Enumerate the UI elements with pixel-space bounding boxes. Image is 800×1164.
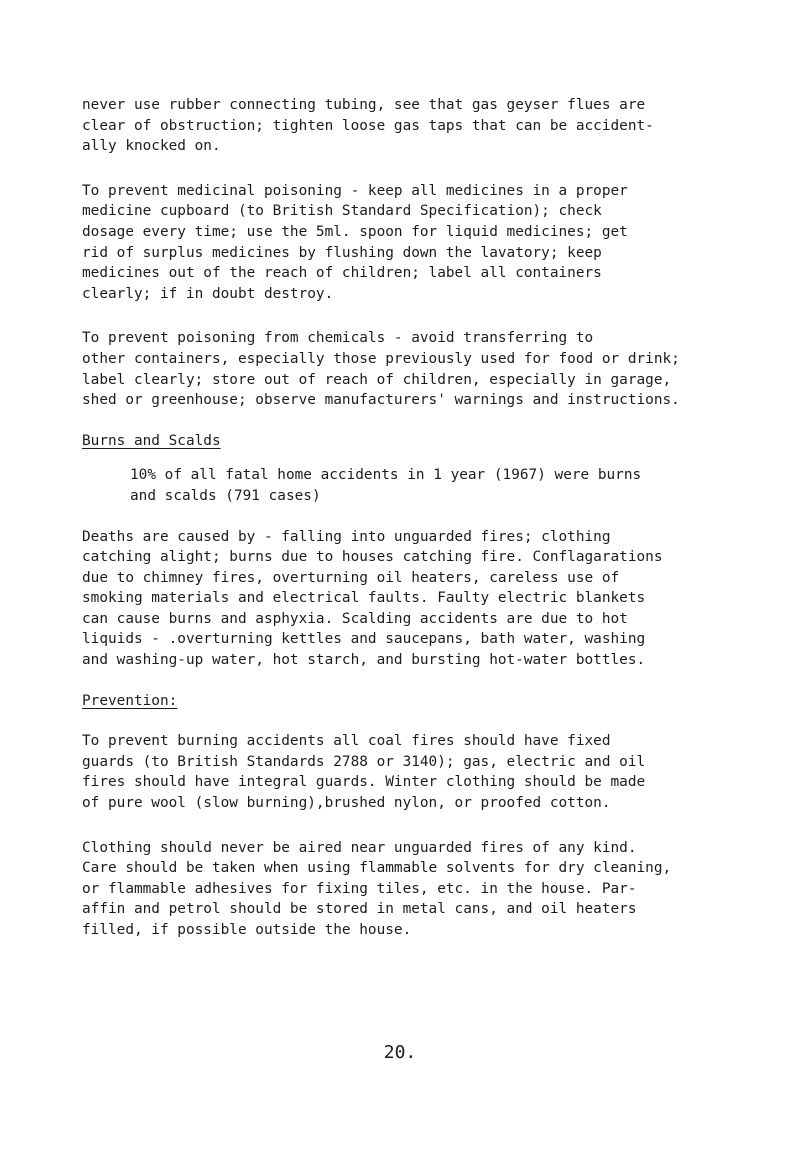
paragraph-medicinal-poisoning: To prevent medicinal poisoning - keep all medicines in a proper medicine cupboard (to British Standard Specification); check dosage every time; use the 5ml. spoon for liquid medicines; get rid of surplus medicines by flushing down the lavatory; keep medicines out of the reach of children; label all containers clearly; if in doubt destroy.: [82, 182, 628, 302]
paragraph-fire-guards: To prevent burning accidents all coal fires should have fixed guards (to British Standards 2788 or 3140); gas, electric and oil fires should have integral guards. Winter clothing should be made of pure wool (slow burning),brushed nylon, or proofed cotton.: [82, 733, 646, 812]
paragraph-burns-statistic: 10% of all fatal home accidents in 1 year (1967) were burns and scalds (791 cases): [130, 467, 642, 504]
page-number: 20.: [383, 1042, 417, 1063]
heading-burns-and-scalds: Burns and Scalds: [82, 432, 221, 449]
paragraph-clothing-and-solvents: Clothing should never be aired near unguarded fires of any kind. Care should be taken when using flammable solvents for dry cleaning, or flammable adhesives for fixing tiles, etc. in the house. Par- affin and petrol should be stored in metal cans, and oil heaters filled, if possible outside the house.: [82, 839, 672, 938]
paragraph-causes-of-death: Deaths are caused by - falling into unguarded fires; clothing catching alight; burns due to houses catching fire. Conflagarations due to chimney fires, overturning oil heaters, careless use of smoking materials and electrical faults. Faulty electric blankets can cause burns and asphyxia. Scalding accidents are due to hot liquids - .overturning kettles and saucepans, bath water, washing and washing-up water, hot starch, and bursting hot-water bottles.: [82, 528, 663, 669]
paragraph-chemical-poisoning: To prevent poisoning from chemicals - avoid transferring to other containers, especially those previously used for food or drink; label clearly; store out of reach of children, especially in garage, shed or greenhouse; observe manufacturers' warnings and instructions.: [82, 330, 680, 409]
heading-prevention: Prevention:: [82, 692, 178, 709]
body-text: [82, 95, 782, 941]
paragraph-gas-safety: never use rubber connecting tubing, see that gas geyser flues are clear of obstruction; tighten loose gas taps that can be accident- ally knocked on.: [82, 97, 654, 155]
